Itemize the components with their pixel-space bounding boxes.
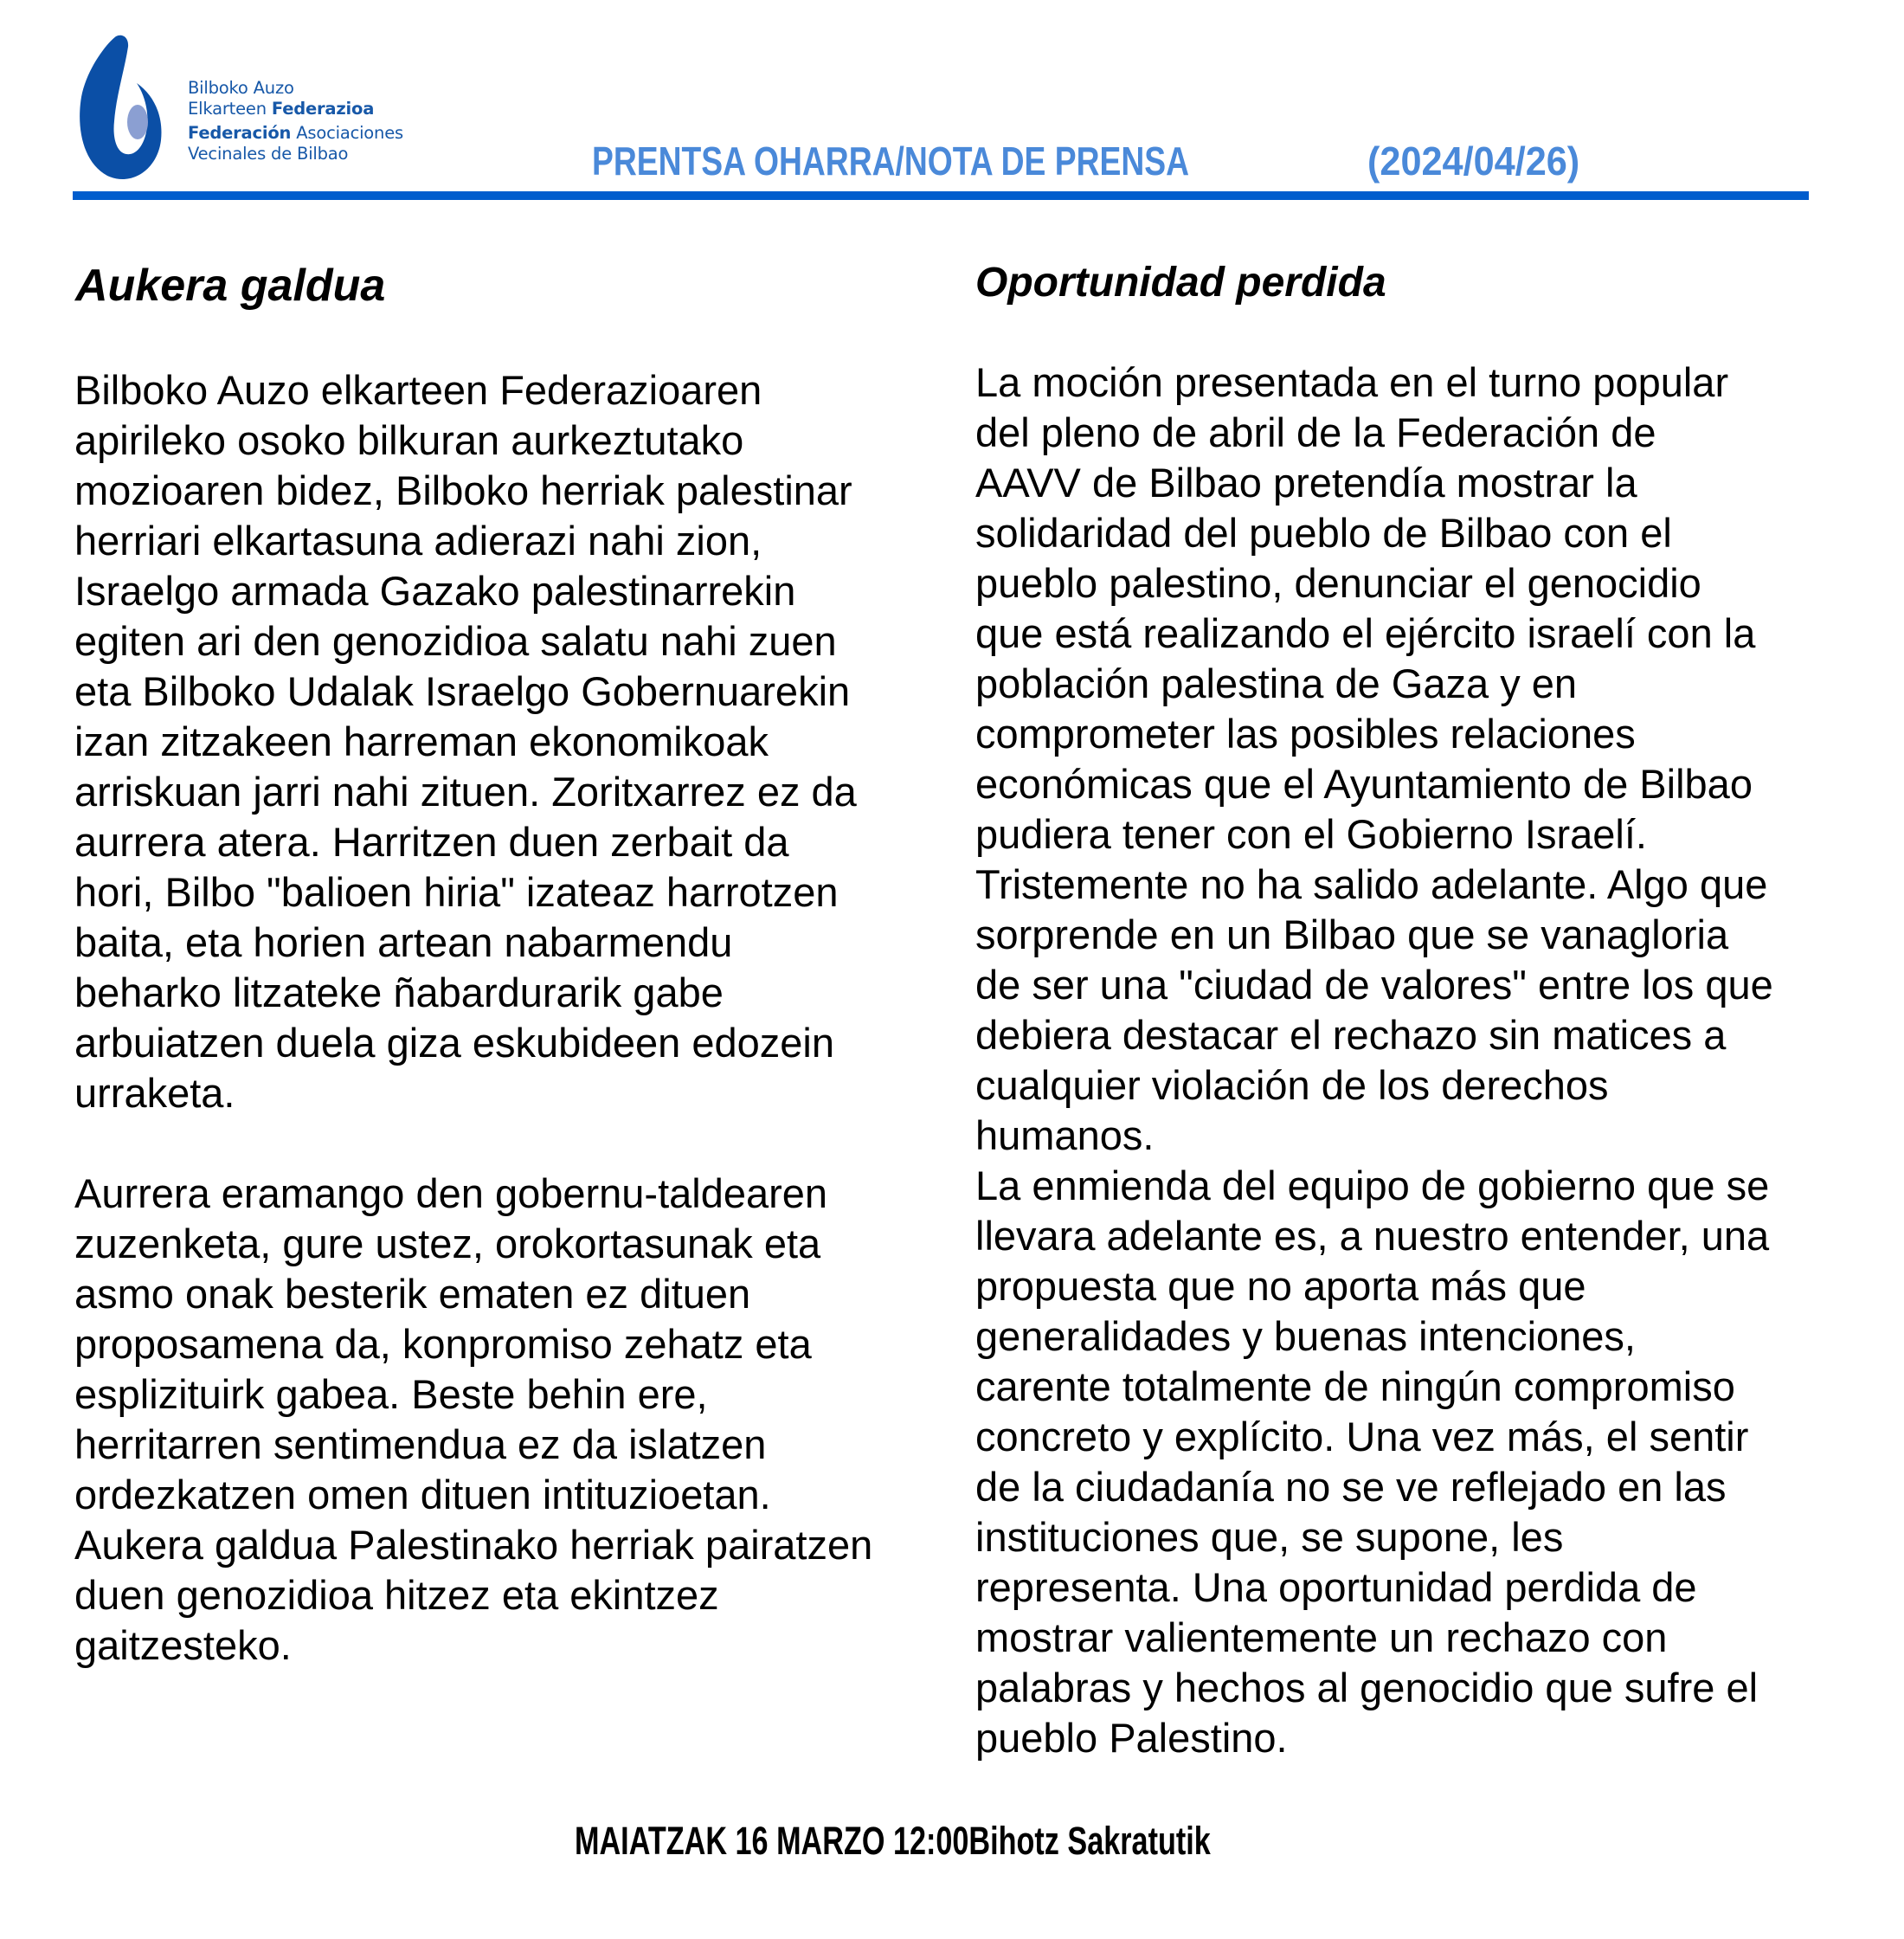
basque-paragraph-2 xyxy=(74,1169,872,1671)
text-line: generalidades y buenas intenciones, xyxy=(975,1313,1636,1359)
text-line: La moción presentada en el turno popular xyxy=(975,359,1729,405)
text-line: urraketa. xyxy=(74,1070,235,1116)
text-line: mostrar valientemente un rechazo con xyxy=(975,1614,1668,1660)
text-line: baita, eta horien artean nabarmendu xyxy=(74,919,733,965)
header-divider xyxy=(73,191,1809,200)
text-line: eta Bilboko Udalak Israelgo Gobernuarekin xyxy=(74,668,851,714)
text-line: egiten ari den genozidioa salatu nahi zuen xyxy=(74,618,837,664)
text-line: asmo onak besterik ematen ez dituen xyxy=(74,1271,751,1317)
text-line: hori, Bilbo "balioen hiria" izateaz harrotzen xyxy=(74,869,839,915)
federation-logo-text xyxy=(188,78,403,164)
spanish-body xyxy=(975,358,1773,1763)
federation-logo-drop-icon xyxy=(76,35,164,182)
text-line: económicas que el Ayuntamiento de Bilbao xyxy=(975,761,1753,807)
text-line: apirileko osoko bilkuran aurkeztutako xyxy=(74,417,744,463)
press-release-date: (2024/04/26) xyxy=(1367,138,1580,184)
text-line: solidaridad del pueblo de Bilbao con el xyxy=(975,510,1672,556)
text-line: carente totalmente de ningún compromiso xyxy=(975,1363,1735,1409)
text-line: concreto y explícito. Una vez más, el sentir xyxy=(975,1414,1749,1459)
spanish-paragraph-2 xyxy=(975,1161,1773,1763)
logo-line-3: Federación Asociaciones xyxy=(188,123,403,143)
text-line: del pleno de abril de la Federación de xyxy=(975,409,1656,455)
paragraph-spacer xyxy=(74,1118,872,1169)
spanish-heading: Oportunidad perdida xyxy=(975,260,1386,306)
logo-line-1: Bilboko Auzo xyxy=(188,78,294,98)
text-line: herriari elkartasuna adierazi nahi zion, xyxy=(74,518,762,564)
text-line: pueblo palestino, denunciar el genocidio xyxy=(975,560,1701,606)
text-line: pudiera tener con el Gobierno Israelí. xyxy=(975,811,1647,857)
text-line: Aurrera eramango den gobernu-taldearen xyxy=(74,1170,828,1216)
text-line: aurrera atera. Harritzen duen zerbait da xyxy=(74,819,789,865)
text-line: AAVV de Bilbao pretendía mostrar la xyxy=(975,460,1637,506)
text-line: arbuiatzen duela giza eskubideen edozein xyxy=(74,1020,834,1066)
text-line: La enmienda del equipo de gobierno que se xyxy=(975,1163,1770,1208)
text-line: Aukera galdua Palestinako herriak pairatzen xyxy=(74,1522,873,1568)
text-line: Israelgo armada Gazako palestinarrekin xyxy=(74,568,796,614)
text-line: Tristemente no ha salido adelante. Algo que xyxy=(975,861,1768,907)
event-footer: MAIATZAK 16 MARZO 12:00Bihotz Sakratutik xyxy=(575,1819,1211,1863)
press-release-title: PRENTSA OHARRA/NOTA DE PRENSA xyxy=(592,138,1190,184)
text-line: que está realizando el ejército israelí con la xyxy=(975,610,1756,656)
basque-heading: Aukera galdua xyxy=(75,261,386,311)
text-line: herritarren sentimendua ez da islatzen xyxy=(74,1421,767,1467)
basque-body xyxy=(74,365,872,1671)
text-line: izan zitzakeen harreman ekonomikoak xyxy=(74,718,769,764)
text-line: llevara adelante es, a nuestro entender, una xyxy=(975,1213,1770,1259)
text-line: palabras y hechos al genocidio que sufre el xyxy=(975,1665,1759,1710)
spanish-paragraph-1 xyxy=(975,358,1773,1161)
text-line: ordezkatzen omen dituen intituzioetan. xyxy=(74,1472,771,1517)
basque-paragraph-1 xyxy=(74,365,872,1118)
text-line: cualquier violación de los derechos xyxy=(975,1062,1609,1108)
text-line: propuesta que no aporta más que xyxy=(975,1263,1586,1309)
logo-line-2: Elkarteen Federazioa xyxy=(188,99,375,119)
text-line: población palestina de Gaza y en xyxy=(975,660,1578,706)
text-line: mozioaren bidez, Bilboko herriak palestinar xyxy=(74,467,852,513)
text-line: duen genozidioa hitzez eta ekintzez xyxy=(74,1572,719,1618)
text-line: proposamena da, konpromiso zehatz eta xyxy=(74,1321,812,1367)
text-line: zuzenketa, gure ustez, orokortasunak eta xyxy=(74,1221,821,1266)
text-line: esplizituirk gabea. Beste behin ere, xyxy=(74,1371,708,1417)
text-line: arriskuan jarri nahi zituen. Zoritxarrez ez da xyxy=(74,769,857,815)
text-line: Bilboko Auzo elkarteen Federazioaren xyxy=(74,367,762,413)
text-line: sorprende en un Bilbao que se vanagloria xyxy=(975,912,1729,957)
logo-line-4: Vecinales de Bilbao xyxy=(188,144,349,164)
text-line: de ser una "ciudad de valores" entre los que xyxy=(975,962,1773,1008)
text-line: de la ciudadanía no se ve reflejado en las xyxy=(975,1464,1727,1510)
text-line: gaitzesteko. xyxy=(74,1622,292,1668)
text-line: pueblo Palestino. xyxy=(975,1715,1288,1761)
text-line: instituciones que, se supone, les xyxy=(975,1514,1564,1560)
text-line: comprometer las posibles relaciones xyxy=(975,711,1636,757)
text-line: humanos. xyxy=(975,1112,1155,1158)
text-line: representa. Una oportunidad perdida de xyxy=(975,1564,1697,1610)
text-line: beharko litzateke ñabardurarik gabe xyxy=(74,970,724,1015)
text-line: debiera destacar el rechazo sin matices a xyxy=(975,1012,1727,1058)
